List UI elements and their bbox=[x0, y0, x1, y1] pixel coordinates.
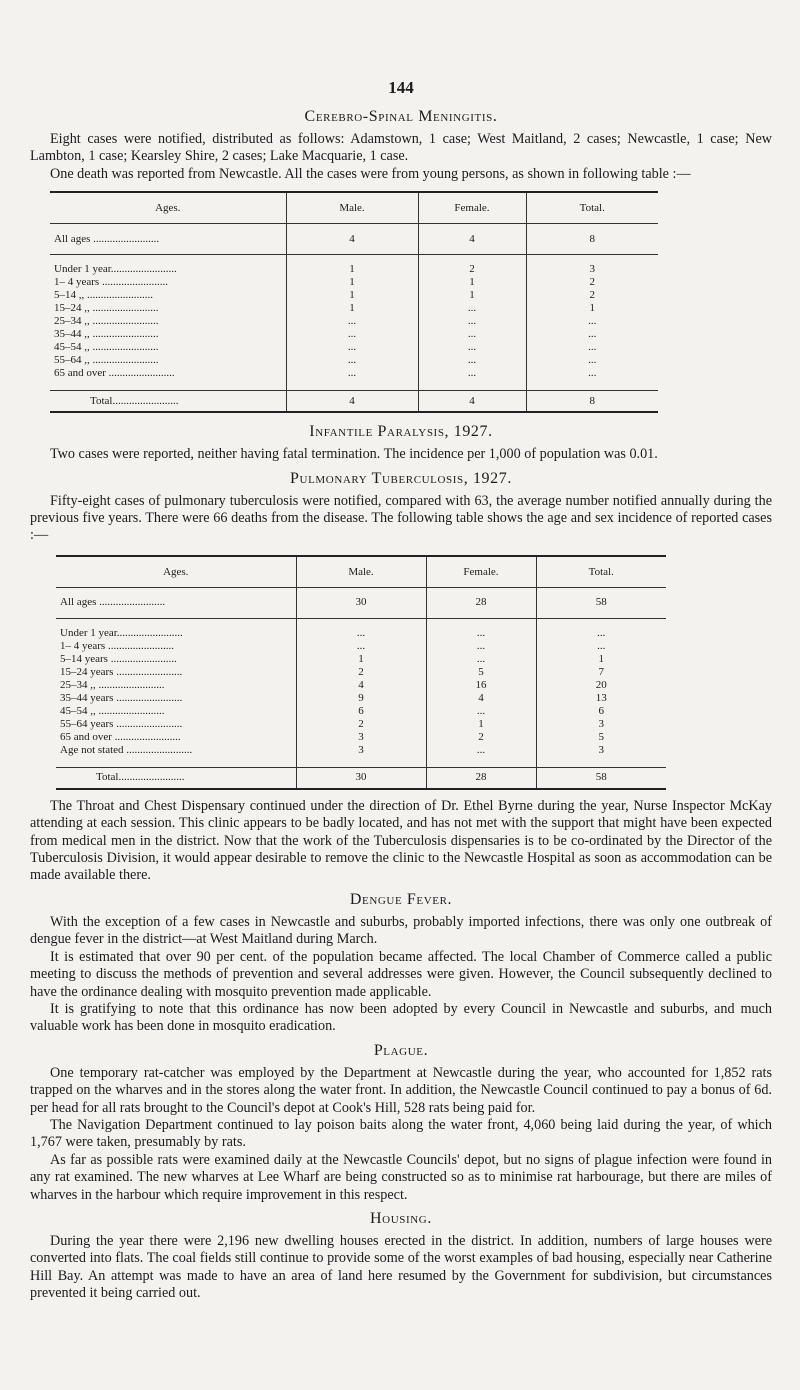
table-row bbox=[56, 692, 666, 705]
value-cell: ... bbox=[526, 341, 658, 354]
column-header: Ages. bbox=[50, 192, 286, 224]
table-row bbox=[56, 731, 666, 744]
paragraph: It is gratifying to note that this ordinance has now been adopted by every Council in Newcastle and suburbs, and much valuable work has been done in mosquito eradication. bbox=[30, 1000, 772, 1035]
age-cell: 15–24 ,, ........................ bbox=[54, 302, 159, 315]
heading-dengue-fever: Dengue Fever. bbox=[349, 890, 453, 908]
age-cell: 25–34 ,, ........................ bbox=[60, 678, 165, 691]
value-cell: 20 bbox=[536, 679, 666, 692]
value-cell: ... bbox=[418, 341, 526, 354]
table-row bbox=[50, 224, 658, 255]
paragraph: The Navigation Department continued to lay poison baits along the water front, 4,060 being laid during the year, of which 1,767 were taken, presumably by rats. bbox=[30, 1116, 772, 1151]
value-cell: 30 bbox=[296, 767, 426, 789]
age-cell: 55–64 years ........................ bbox=[60, 717, 183, 730]
paragraph: During the year there were 2,196 new dwelling houses erected in the district. In addition, numbers of large houses were converted into flats. The coal fields still continue to provide some of the worst examples of bad housing, especially near Catherine Hill Bay. An attempt was made to have an area of land here resumed by the Government for subdivision, but circumstances prevented it being carried out. bbox=[30, 1232, 772, 1302]
value-cell: ... bbox=[426, 653, 536, 666]
paragraph: Eight cases were notified, distributed as follows: Adamstown, 1 case; West Maitland, 2 cases; Newcastle, 1 case; New Lambton, 1 case; Kearsley Shire, 2 cases; Lake Macquarie, 1 case. bbox=[30, 131, 772, 165]
age-cell: All ages ........................ bbox=[50, 224, 286, 255]
value-cell: ... bbox=[286, 354, 418, 367]
column-header: Female. bbox=[418, 192, 526, 224]
value-cell: ... bbox=[418, 328, 526, 341]
age-cell: 45–54 ,, ........................ bbox=[60, 704, 165, 717]
age-cell: Under 1 year........................ bbox=[54, 263, 177, 276]
table-row bbox=[50, 289, 658, 302]
value-cell: 3 bbox=[296, 744, 426, 768]
value-cell: 6 bbox=[536, 705, 666, 718]
heading-pulmonary-tuberculosis: Pulmonary Tuberculosis, 1927. bbox=[290, 469, 512, 487]
table-row bbox=[56, 653, 666, 666]
table-row bbox=[50, 367, 658, 391]
age-cell: All ages ........................ bbox=[56, 587, 296, 618]
value-cell: 4 bbox=[296, 679, 426, 692]
paragraph: One death was reported from Newcastle. All the cases were from young persons, as shown in following table :— bbox=[50, 165, 691, 182]
value-cell: 3 bbox=[536, 744, 666, 768]
paragraph: As far as possible rats were examined daily at the Newcastle Councils' depot, but no signs of plague infection were found in any rat examined. The new wharves at Lee Wharf are being constructed so as to minimise rat harbourage, but there are miles of wharves in the harbour which require improvement in this respect. bbox=[30, 1151, 772, 1203]
value-cell: ... bbox=[426, 705, 536, 718]
age-cell: 35–44 ,, ........................ bbox=[54, 328, 159, 341]
age-cell: Under 1 year........................ bbox=[60, 626, 183, 639]
meningitis-age-table bbox=[50, 191, 658, 413]
value-cell: 4 bbox=[426, 692, 536, 705]
table-row bbox=[50, 391, 658, 413]
value-cell: 4 bbox=[286, 391, 418, 413]
table-row bbox=[50, 255, 658, 277]
table-header-row bbox=[56, 556, 666, 588]
age-cell: Total........................ bbox=[56, 767, 296, 789]
age-cell: 65 and over ........................ bbox=[54, 367, 175, 380]
value-cell: 1 bbox=[426, 718, 536, 731]
document-page bbox=[30, 0, 772, 1303]
table-row bbox=[50, 328, 658, 341]
column-header: Male. bbox=[286, 192, 418, 224]
heading-cerebro-spinal-meningitis: Cerebro-Spinal Meningitis. bbox=[304, 108, 498, 125]
table-row bbox=[50, 302, 658, 315]
value-cell: ... bbox=[426, 744, 536, 768]
age-cell: 5–14 years ........................ bbox=[60, 652, 177, 665]
value-cell: 1 bbox=[526, 302, 658, 315]
page-number: 144 bbox=[388, 78, 414, 97]
value-cell: ... bbox=[296, 618, 426, 640]
heading-infantile-paralysis: Infantile Paralysis, 1927. bbox=[309, 423, 493, 441]
age-cell: 1– 4 years ........................ bbox=[54, 276, 168, 289]
value-cell: ... bbox=[418, 315, 526, 328]
value-cell: 28 bbox=[426, 767, 536, 789]
column-header: Female. bbox=[426, 556, 536, 588]
value-cell: 2 bbox=[426, 731, 536, 744]
table-row bbox=[56, 767, 666, 789]
table-row bbox=[56, 640, 666, 653]
value-cell: 58 bbox=[536, 587, 666, 618]
value-cell: 5 bbox=[536, 731, 666, 744]
age-cell: 35–44 years ........................ bbox=[60, 691, 183, 704]
value-cell: 4 bbox=[418, 224, 526, 255]
age-cell: 1– 4 years ........................ bbox=[60, 639, 174, 652]
value-cell: ... bbox=[418, 354, 526, 367]
age-cell: 45–54 ,, ........................ bbox=[54, 341, 159, 354]
age-cell: 25–34 ,, ........................ bbox=[54, 315, 159, 328]
value-cell: 1 bbox=[286, 276, 418, 289]
table-row bbox=[50, 315, 658, 328]
value-cell: 1 bbox=[418, 276, 526, 289]
value-cell: ... bbox=[426, 618, 536, 640]
table-row bbox=[56, 618, 666, 640]
value-cell: 28 bbox=[426, 587, 536, 618]
value-cell: 1 bbox=[286, 289, 418, 302]
value-cell: 4 bbox=[418, 391, 526, 413]
value-cell: 2 bbox=[526, 276, 658, 289]
age-cell: 55–64 ,, ........................ bbox=[54, 354, 159, 367]
value-cell: 1 bbox=[296, 653, 426, 666]
value-cell: ... bbox=[526, 354, 658, 367]
age-cell: 5–14 ,, ........................ bbox=[54, 289, 153, 302]
paragraph: One temporary rat-catcher was employed by the Department at Newcastle during the year, who accounted for 1,852 rats trapped on the wharves and in the stores along the water front. In addition, the Newcastle Council continued to pay a bonus of 6d. per head for all rats brought to the Council's depot at Cook's Hill, 528 rats being paid for. bbox=[30, 1064, 772, 1116]
value-cell: ... bbox=[418, 367, 526, 391]
value-cell: 1 bbox=[286, 255, 418, 277]
table-row bbox=[50, 276, 658, 289]
value-cell: ... bbox=[526, 315, 658, 328]
paragraph: Two cases were reported, neither having fatal termination. The incidence per 1,000 of population was 0.01. bbox=[50, 446, 658, 463]
table-row bbox=[56, 666, 666, 679]
value-cell: 2 bbox=[296, 666, 426, 679]
heading-plague: Plague. bbox=[373, 1041, 429, 1059]
value-cell: 1 bbox=[286, 302, 418, 315]
value-cell: ... bbox=[286, 315, 418, 328]
column-header: Total. bbox=[526, 192, 658, 224]
paragraph: With the exception of a few cases in Newcastle and suburbs, probably imported infections, there was only one outbreak of dengue fever in the district—at West Maitland during March. bbox=[30, 913, 772, 948]
value-cell: 2 bbox=[526, 289, 658, 302]
table-header-row bbox=[50, 192, 658, 224]
value-cell: ... bbox=[526, 328, 658, 341]
value-cell: 13 bbox=[536, 692, 666, 705]
value-cell: 30 bbox=[296, 587, 426, 618]
value-cell: ... bbox=[418, 302, 526, 315]
value-cell: ... bbox=[296, 640, 426, 653]
value-cell: 8 bbox=[526, 391, 658, 413]
table-row bbox=[50, 341, 658, 354]
value-cell: 16 bbox=[426, 679, 536, 692]
value-cell: 1 bbox=[418, 289, 526, 302]
value-cell: 3 bbox=[526, 255, 658, 277]
value-cell: 3 bbox=[536, 718, 666, 731]
column-header: Ages. bbox=[56, 556, 296, 588]
value-cell: 5 bbox=[426, 666, 536, 679]
value-cell: 2 bbox=[418, 255, 526, 277]
value-cell: 9 bbox=[296, 692, 426, 705]
paragraph: It is estimated that over 90 per cent. of the population became affected. The local Chamber of Commerce called a public meeting to discuss the methods of prevention and several addresses were given. However, the Council subsequently declined to have the ordinance dealing with mosquito prevention made applicable. bbox=[30, 948, 772, 1000]
age-cell: 65 and over ........................ bbox=[60, 730, 181, 743]
value-cell: 3 bbox=[296, 731, 426, 744]
column-header: Male. bbox=[296, 556, 426, 588]
value-cell: ... bbox=[526, 367, 658, 391]
value-cell: 6 bbox=[296, 705, 426, 718]
age-cell: 15–24 years ........................ bbox=[60, 665, 183, 678]
value-cell: 2 bbox=[296, 718, 426, 731]
tuberculosis-age-table bbox=[56, 555, 666, 790]
value-cell: ... bbox=[426, 640, 536, 653]
value-cell: 58 bbox=[536, 767, 666, 789]
table-row bbox=[56, 744, 666, 768]
age-cell: Total........................ bbox=[50, 391, 286, 413]
table-row bbox=[56, 705, 666, 718]
age-cell: Age not stated ........................ bbox=[60, 743, 193, 756]
value-cell: 1 bbox=[536, 653, 666, 666]
value-cell: ... bbox=[286, 367, 418, 391]
paragraph: The Throat and Chest Dispensary continued under the direction of Dr. Ethel Byrne during the year, Nurse Inspector McKay attending at each session. This clinic appears to be badly located, and has not met with the support that might have been expected from medical men in the district. Now that the work of the Tuberculosis dispensaries is to be co-ordinated by the Director of the Tuberculosis Division, it would appear desirable to remove the clinic to the Newcastle Hospital as soon as accommodation can be made available there. bbox=[30, 797, 772, 884]
value-cell: ... bbox=[286, 341, 418, 354]
value-cell: ... bbox=[286, 328, 418, 341]
table-row bbox=[56, 587, 666, 618]
value-cell: 8 bbox=[526, 224, 658, 255]
table-row bbox=[56, 718, 666, 731]
value-cell: ... bbox=[536, 640, 666, 653]
value-cell: ... bbox=[536, 618, 666, 640]
table-row bbox=[56, 679, 666, 692]
heading-housing: Housing. bbox=[370, 1209, 432, 1227]
table-row bbox=[50, 354, 658, 367]
column-header: Total. bbox=[536, 556, 666, 588]
value-cell: 7 bbox=[536, 666, 666, 679]
value-cell: 4 bbox=[286, 224, 418, 255]
paragraph: Fifty-eight cases of pulmonary tuberculosis were notified, compared with 63, the average number notified annually during the previous five years. There were 66 deaths from the disease. The following table shows the age and sex incidence of reported cases :— bbox=[30, 492, 772, 544]
